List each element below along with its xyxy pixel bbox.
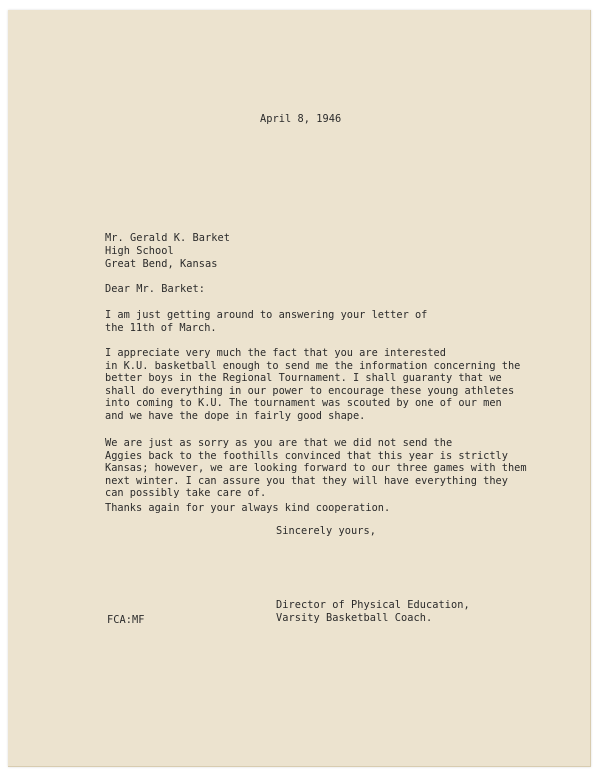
typist-initials: FCA:MF	[107, 614, 145, 626]
recipient-name: Mr. Gerald K. Barket	[105, 232, 230, 244]
body-paragraph-2: I appreciate very much the fact that you are interested in K.U. basketball enough to send me the information concerning the better boys in the Regional Tournament. I shall guaranty that we shall do everything in our power to encourage these young athletes into coming to K.U. The tournament was scouted by one of our men and we have the dope in fairly good shape.	[105, 347, 521, 422]
body-paragraph-4: Thanks again for your always kind cooperation.	[105, 502, 391, 514]
recipient-org: High School	[105, 245, 174, 257]
body-paragraph-3: We are just as sorry as you are that we did not send the Aggies back to the foothills convinced that this year is strictly Kansas; however, we are looking forward to our three games with them next winter. I can assure you that they will have everything they can possibly take care of.	[105, 437, 527, 499]
closing: Sincerely yours,	[276, 525, 376, 537]
recipient-city: Great Bend, Kansas	[105, 258, 218, 270]
letter-page	[8, 10, 591, 767]
body-paragraph-1: I am just getting around to answering your letter of the 11th of March.	[105, 309, 428, 334]
signature-title-line-1: Director of Physical Education,	[276, 599, 470, 611]
letter-date: April 8, 1946	[260, 113, 342, 125]
signature-title-line-2: Varsity Basketball Coach.	[276, 612, 433, 624]
salutation: Dear Mr. Barket:	[105, 283, 205, 295]
